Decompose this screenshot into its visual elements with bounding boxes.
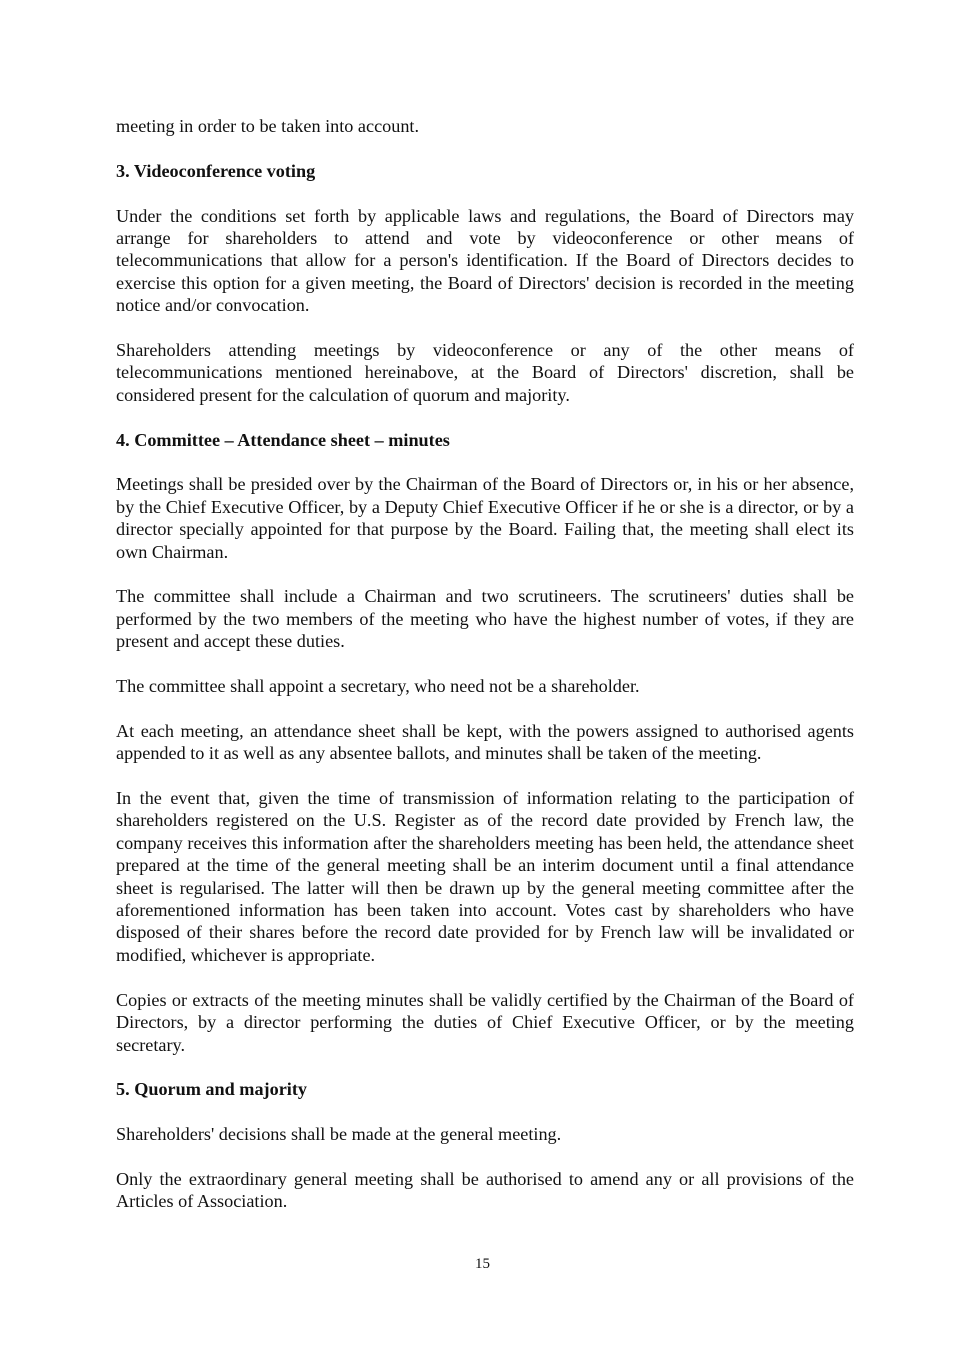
paragraph-attendance-sheet: At each meeting, an attendance sheet shall be kept, with the powers assigned to authorised agents appended to it as well as any absentee ballots, and minutes shall be taken of the meeting. <box>116 720 854 764</box>
section-heading-videoconference-voting: 3. Videoconference voting <box>116 160 316 181</box>
paragraph-shareholder-decisions: Shareholders' decisions shall be made at the general meeting. <box>116 1124 562 1145</box>
paragraph-extraordinary-meeting: Only the extraordinary general meeting shall be authorised to amend any or all provisions of the Articles of Association. <box>116 1168 854 1212</box>
paragraph-secretary: The committee shall appoint a secretary, who need not be a shareholder. <box>116 676 640 697</box>
paragraph-videoconference-attendance: Shareholders attending meetings by videoconference or any of the other means of telecommunications mentioned hereinabove, at the Board of Directors' discretion, shall be considered present for the calculation of quorum and majority. <box>116 340 854 405</box>
paragraph-meeting-chairman: Meetings shall be presided over by the Chairman of the Board of Directors or, in his or her absence, by the Chief Executive Officer, by a Deputy Chief Executive Officer if he or she is a director, or by a director specially appointed for that purpose by the Board. Failing that, the meeting shall elect its own Chairman. <box>116 474 854 562</box>
section-heading-quorum-majority: 5. Quorum and majority <box>116 1079 307 1100</box>
section-heading-committee: 4. Committee – Attendance sheet – minutes <box>116 429 450 450</box>
paragraph-minutes-certification: Copies or extracts of the meeting minutes shall be validly certified by the Chairman of the Board of Directors, by a director performing the duties of Chief Executive Officer, or by the meeting secretary. <box>116 989 854 1055</box>
paragraph-scrutineers: The committee shall include a Chairman and two scrutineers. The scrutineers' duties shall be performed by the two members of the meeting who have the highest number of votes, if they are present and accept these duties. <box>116 586 854 652</box>
document-page <box>116 115 854 1235</box>
paragraph-continuation: meeting in order to be taken into account. <box>116 116 420 136</box>
paragraph-us-register: In the event that, given the time of transmission of information relating to the participation of shareholders registered on the U.S. Register as of the record date provided by French law, the company receives this information after the shareholders meeting has been held, the attendance sheet prepared at the time of the general meeting shall be an interim document until a final attendance sheet is regularised. The latter will then be drawn up by the general meeting committee after the aforementioned information has been taken into account. Votes cast by shareholders who have disposed of their shares before the record date provided for by French law will be invalidated or modified, whichever is appropriate. <box>116 788 854 965</box>
page-number: 15 <box>475 1256 490 1272</box>
paragraph-videoconference-conditions: Under the conditions set forth by applicable laws and regulations, the Board of Directors may arrange for shareholders to attend and vote by videoconference or other means of telecommunications that allow for a person's identification. If the Board of Directors decides to exercise this option for a given meeting, the Board of Directors' decision is recorded in the meeting notice and/or convocation. <box>116 205 854 316</box>
